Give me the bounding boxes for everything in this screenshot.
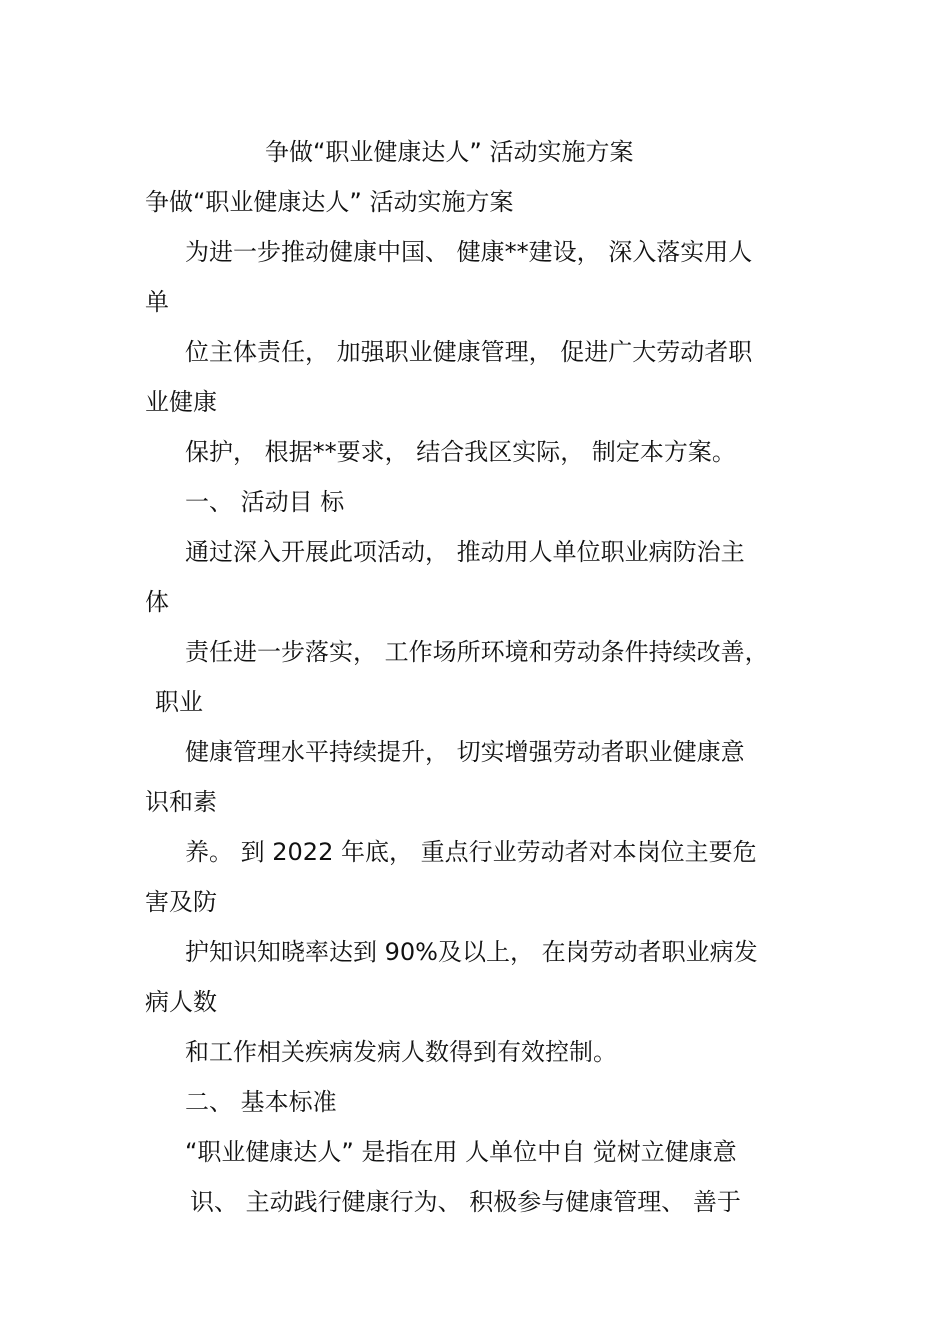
section-heading: 二、 基本标准 bbox=[185, 1088, 337, 1116]
document-line: 为进一步推动健康中国、 健康**建设， 深入落实用人 bbox=[185, 238, 753, 266]
document-line: 责任进一步落实， 工作场所环境和劳动条件持续改善， bbox=[185, 638, 769, 666]
document-line: “职业健康达人” 是指在用 人单位中自 觉树立健康意 bbox=[185, 1138, 737, 1166]
section-heading: 一、 活动目 标 bbox=[185, 488, 345, 516]
document-line: 职业 bbox=[155, 688, 203, 716]
document-line: 养。 到 2022 年底， 重点行业劳动者对本岗位主要危 bbox=[185, 838, 757, 866]
document-line: 位主体责任， 加强职业健康管理， 促进广大劳动者职 bbox=[185, 338, 753, 366]
document-line: 保护， 根据**要求， 结合我区实际， 制定本方案。 bbox=[185, 438, 736, 466]
document-line: 识、 主动践行健康行为、 积极参与健康管理、 善于 bbox=[190, 1188, 741, 1216]
document-line: 健康管理水平持续提升， 切实增强劳动者职业健康意 bbox=[185, 738, 745, 766]
document-line: 单 bbox=[145, 288, 169, 316]
document-line: 识和素 bbox=[145, 788, 217, 816]
document-line: 争做“职业健康达人” 活动实施方案 bbox=[145, 188, 514, 216]
document-line: 护知识知晓率达到 90%及以上， 在岗劳动者职业病发 bbox=[185, 938, 758, 966]
document-line: 业健康 bbox=[145, 388, 217, 416]
document-line: 通过深入开展此项活动， 推动用人单位职业病防治主 bbox=[185, 538, 745, 566]
document-line: 体 bbox=[145, 588, 169, 616]
document-line: 和工作相关疾病发病人数得到有效控制。 bbox=[185, 1038, 617, 1066]
document-title: 争做“职业健康达人” 活动实施方案 bbox=[265, 138, 634, 166]
document-line: 害及防 bbox=[145, 888, 217, 916]
document-line: 病人数 bbox=[145, 988, 217, 1016]
